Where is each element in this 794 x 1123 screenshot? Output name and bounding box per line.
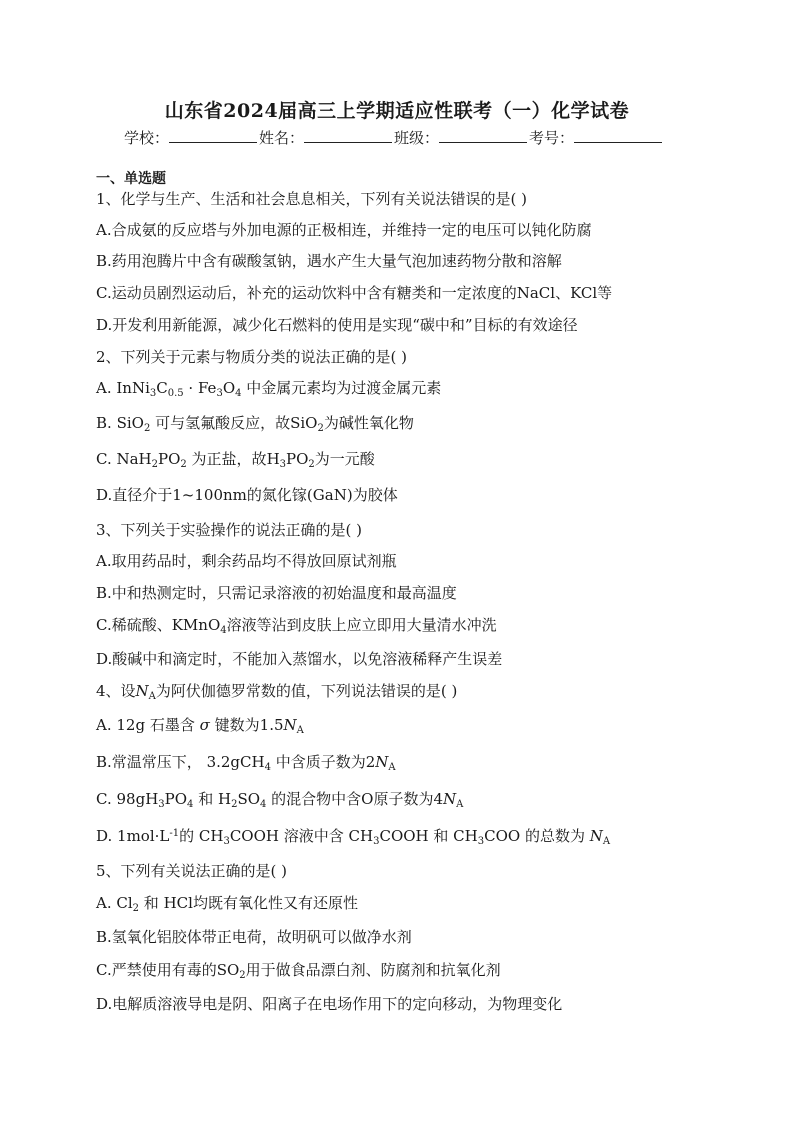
q4-option-d: D. $1mol\cdot L^{-1}$的 $CH_3COOH$ 溶液中含 $CH_3COOH$ 和 $CH_3COO$ 的总数为 $N_A$ [96, 827, 611, 847]
q1-option-c: C.运动员剧烈运动后，补充的运动饮料中含有糖类和一定浓度的NaCl、KCl等 [96, 284, 613, 302]
q3-option-c: C.稀硫酸、KMnO$_4$溶液等沾到皮肤上应立即用大量清水冲洗 [96, 616, 497, 636]
name-label: 姓名： [259, 129, 305, 147]
q2-option-c: C. $NaH_2PO_2$ 为正盐，故$H_3PO_2$为一元酸 [96, 450, 375, 470]
q5-option-d: D.电解质溶液导电是阴、阳离子在电场作用下的定向移动，为物理变化 [96, 995, 563, 1013]
q2-option-b: B. SiO$_2$ 可与氢氟酸反应，故SiO$_2$为碱性氧化物 [96, 414, 414, 434]
q1-option-b: B.药用泡腾片中含有碳酸氢钠，遇水产生大量气泡加速药物分散和溶解 [96, 252, 562, 270]
q4-option-a: A. 12g 石墨含 σ 键数为$1.5N_A$ [96, 716, 304, 736]
q1-option-a: A.合成氨的反应塔与外加电源的正极相连，并维持一定的电压可以钝化防腐 [96, 221, 592, 239]
q3-option-a: A.取用药品时，剩余药品均不得放回原试剂瓶 [96, 552, 397, 570]
name-blank[interactable] [304, 128, 392, 143]
section-title: 一、单选题 [96, 171, 166, 187]
q5-option-a: A. $Cl_2$ 和 HCl均既有氧化性又有还原性 [96, 894, 358, 914]
q1-stem: 1、化学与生产、生活和社会息息相关，下列有关说法错误的是( ) [96, 190, 528, 208]
exam-no-blank[interactable] [574, 128, 662, 143]
exam-title: 山东省2024届高三上学期适应性联考（一）化学试卷 [164, 100, 630, 122]
student-info-line [124, 127, 664, 148]
q3-option-b: B.中和热测定时，只需记录溶液的初始温度和最高温度 [96, 584, 457, 602]
q2-option-d: D.直径介于1~100nm的氮化镓(GaN)为胶体 [96, 486, 398, 504]
exam-no-label: 考号： [529, 129, 575, 147]
school-blank[interactable] [169, 128, 257, 143]
class-blank[interactable] [439, 128, 527, 143]
q5-option-c: C.严禁使用有毒的$SO_2$用于做食品漂白剂、防腐剂和抗氧化剂 [96, 961, 501, 981]
q2-stem: 2、下列关于元素与物质分类的说法正确的是( ) [96, 348, 408, 366]
q4-option-b: B.常温常压下， 3.2gCH$_4$ 中含质子数为$2N_A$ [96, 753, 396, 773]
sigma-symbol: σ [199, 716, 210, 734]
q4-option-c: C. $98gH_3PO_4$ 和 $H_2SO_4$ 的混合物中含O原子数为$4N_A$ [96, 790, 464, 810]
q3-option-d: D.酸碱中和滴定时，不能加入蒸馏水，以免溶液稀释产生误差 [96, 650, 503, 668]
q3-stem: 3、下列关于实验操作的说法正确的是( ) [96, 521, 363, 539]
q5-option-b: B.氢氧化铝胶体带正电荷，故明矾可以做净水剂 [96, 928, 412, 946]
class-label: 班级： [394, 129, 440, 147]
q5-stem: 5、下列有关说法正确的是( ) [96, 862, 288, 880]
q2-option-a: A. $InNi_3C_{0.5} \cdot Fe_3O_4$ 中金属元素均为过渡金属元素 [96, 379, 442, 399]
q1-option-d: D.开发利用新能源，减少化石燃料的使用是实现“碳中和”目标的有效途径 [96, 316, 578, 334]
q4-stem: 4、设$N_A$为阿伏伽德罗常数的值，下列说法错误的是( ) [96, 682, 458, 702]
school-label: 学校： [124, 129, 170, 147]
